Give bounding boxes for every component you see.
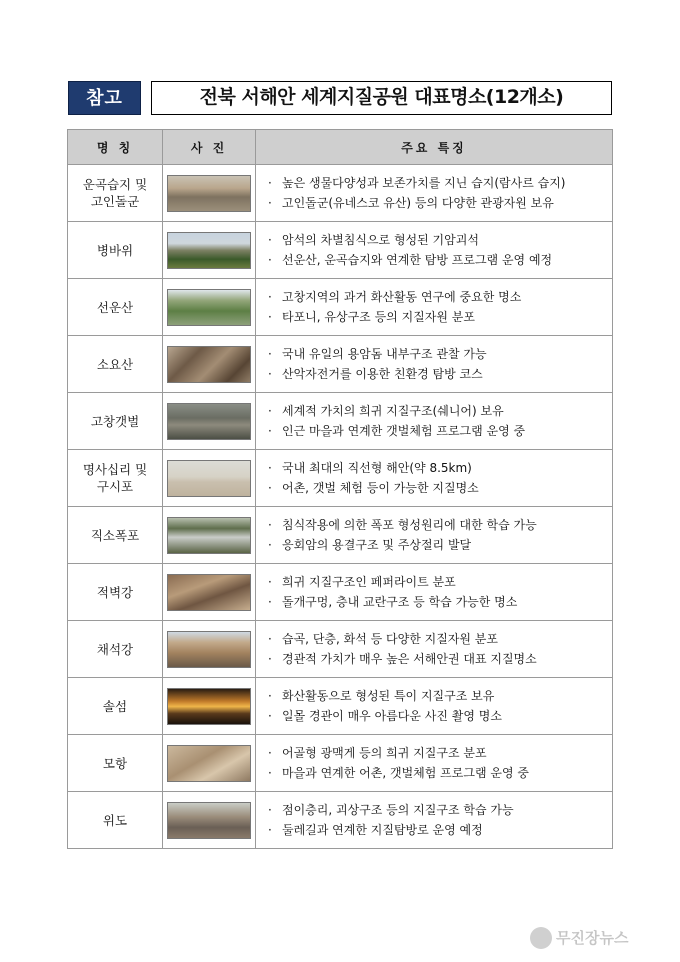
myeongsasimni-beach-photo <box>167 460 251 497</box>
feature-item <box>268 686 612 706</box>
bullet-icon: · <box>268 746 272 760</box>
site-photo-cell <box>163 336 256 393</box>
feature-item <box>268 421 612 441</box>
bullet-icon: · <box>268 424 272 438</box>
feature-item <box>268 173 612 193</box>
bullet-icon: · <box>268 404 272 418</box>
site-name <box>68 222 163 279</box>
feature-text: 둘레길과 연계한 지질탐방로 운영 예정 <box>282 823 483 837</box>
feature-text: 인근 마을과 연계한 갯벌체험 프로그램 운영 중 <box>282 424 526 438</box>
site-photo-cell <box>163 165 256 222</box>
site-name-line: 모항 <box>102 755 128 771</box>
feature-text: 돌개구멍, 층내 교란구조 등 학습 가능한 명소 <box>282 595 518 609</box>
feature-text: 마을과 연계한 어촌, 갯벌체험 프로그램 운영 중 <box>282 766 529 780</box>
site-name-line: 솔섬 <box>102 698 128 714</box>
bullet-icon: · <box>268 310 272 324</box>
site-features <box>256 735 613 792</box>
site-photo-cell <box>163 735 256 792</box>
site-name-line: 구시포 <box>96 479 134 494</box>
byeong-rock-photo <box>167 232 251 269</box>
watermark-logo-icon <box>530 927 552 949</box>
bullet-icon: · <box>268 196 272 210</box>
site-features <box>256 393 613 450</box>
site-name <box>68 393 163 450</box>
feature-text: 타포니, 유상구조 등의 지질자원 분포 <box>282 310 475 324</box>
feature-text: 선운산, 운곡습지와 연계한 탐방 프로그램 운영 예정 <box>282 253 553 267</box>
site-features <box>256 678 613 735</box>
feature-text: 국내 최대의 직선형 해안(약 8.5km) <box>282 461 472 475</box>
feature-item <box>268 230 612 250</box>
bullet-icon: · <box>268 290 272 304</box>
site-name <box>68 450 163 507</box>
site-features <box>256 165 613 222</box>
site-name-line: 적벽강 <box>96 584 134 600</box>
feature-item <box>268 193 612 213</box>
bullet-icon: · <box>268 689 272 703</box>
feature-text: 산악자전거를 이용한 친환경 탐방 코스 <box>282 367 483 381</box>
table-row <box>68 222 613 279</box>
feature-item <box>268 535 612 555</box>
solseom-sunset-photo <box>167 688 251 725</box>
watermark <box>530 924 675 952</box>
bullet-icon: · <box>268 233 272 247</box>
site-name-line: 위도 <box>102 812 128 828</box>
feature-item <box>268 706 612 726</box>
site-name <box>68 792 163 849</box>
bullet-icon: · <box>268 538 272 552</box>
site-features <box>256 450 613 507</box>
feature-text: 응회암의 용결구조 및 주상절리 발달 <box>282 538 472 552</box>
table-row <box>68 450 613 507</box>
site-name <box>68 336 163 393</box>
site-features <box>256 279 613 336</box>
feature-item <box>268 344 612 364</box>
site-photo-cell <box>163 792 256 849</box>
header <box>68 81 612 115</box>
feature-item <box>268 743 612 763</box>
site-name-line: 고창갯벌 <box>90 413 140 429</box>
bullet-icon: · <box>268 652 272 666</box>
feature-item <box>268 800 612 820</box>
site-name-line: 선운산 <box>96 299 134 315</box>
site-photo-cell <box>163 564 256 621</box>
site-photo-cell <box>163 621 256 678</box>
table-row <box>68 678 613 735</box>
site-name-line: 고인돌군 <box>90 194 140 209</box>
feature-item <box>268 649 612 669</box>
table-row <box>68 393 613 450</box>
bullet-icon: · <box>268 595 272 609</box>
site-features <box>256 792 613 849</box>
jeokbyeokgang-photo <box>167 574 251 611</box>
wido-photo <box>167 802 251 839</box>
feature-text: 희귀 지질구조인 페퍼라이트 분포 <box>282 575 456 589</box>
soyosan-photo <box>167 346 251 383</box>
bullet-icon: · <box>268 575 272 589</box>
site-photo-cell <box>163 222 256 279</box>
feature-text: 국내 유일의 용암돔 내부구조 관찰 가능 <box>282 347 487 361</box>
site-name <box>68 678 163 735</box>
table-row <box>68 564 613 621</box>
feature-item <box>268 572 612 592</box>
table-row <box>68 336 613 393</box>
site-features <box>256 507 613 564</box>
bullet-icon: · <box>268 481 272 495</box>
table-row <box>68 165 613 222</box>
feature-text: 습곡, 단층, 화석 등 다양한 지질자원 분포 <box>282 632 498 646</box>
feature-text: 어촌, 갯벌 체험 등이 가능한 지질명소 <box>282 481 479 495</box>
bullet-icon: · <box>268 823 272 837</box>
bullet-icon: · <box>268 347 272 361</box>
feature-text: 세계적 가치의 희귀 지질구조(쉐니어) 보유 <box>282 404 504 418</box>
table-row <box>68 279 613 336</box>
feature-item <box>268 250 612 270</box>
column-header-features: 주요 특징 <box>256 130 613 165</box>
feature-item <box>268 287 612 307</box>
site-photo-cell <box>163 450 256 507</box>
site-name-line: 채석강 <box>96 641 134 657</box>
jikso-waterfall-photo <box>167 517 251 554</box>
bullet-icon: · <box>268 632 272 646</box>
feature-item <box>268 364 612 384</box>
feature-text: 고인돌군(유네스코 유산) 등의 다양한 관광자원 보유 <box>282 196 554 210</box>
site-name-line: 소요산 <box>96 356 134 372</box>
feature-item <box>268 820 612 840</box>
site-name <box>68 507 163 564</box>
feature-item <box>268 307 612 327</box>
site-photo-cell <box>163 507 256 564</box>
table-row <box>68 735 613 792</box>
feature-text: 점이층리, 괴상구조 등의 지질구조 학습 가능 <box>282 803 514 817</box>
column-header-photo: 사 진 <box>163 130 256 165</box>
bullet-icon: · <box>268 176 272 190</box>
bullet-icon: · <box>268 518 272 532</box>
bullet-icon: · <box>268 461 272 475</box>
bullet-icon: · <box>268 367 272 381</box>
feature-text: 암석의 차별침식으로 형성된 기암괴석 <box>282 233 479 247</box>
feature-item <box>268 458 612 478</box>
column-header-name: 명 칭 <box>68 130 163 165</box>
table-header-row <box>68 130 613 165</box>
site-name <box>68 564 163 621</box>
feature-text: 경관적 가치가 매우 높은 서해안권 대표 지질명소 <box>282 652 537 666</box>
gochang-tidal-flat-photo <box>167 403 251 440</box>
feature-text: 고창지역의 과거 화산활동 연구에 중요한 명소 <box>282 290 522 304</box>
feature-text: 일몰 경관이 매우 아름다운 사진 촬영 명소 <box>282 709 502 723</box>
reference-tag: 참고 <box>68 81 141 115</box>
geopark-table <box>67 129 613 849</box>
site-features <box>256 564 613 621</box>
site-name <box>68 735 163 792</box>
site-name-line: 명사십리 및 <box>82 462 148 477</box>
feature-item <box>268 629 612 649</box>
feature-item <box>268 592 612 612</box>
site-features <box>256 222 613 279</box>
feature-text: 침식작용에 의한 폭포 형성원리에 대한 학습 가능 <box>282 518 537 532</box>
feature-item <box>268 515 612 535</box>
feature-text: 높은 생물다양성과 보존가치를 지닌 습지(람사르 습지) <box>282 176 566 190</box>
site-photo-cell <box>163 279 256 336</box>
site-name <box>68 165 163 222</box>
bullet-icon: · <box>268 709 272 723</box>
site-name-line: 직소폭포 <box>90 527 140 543</box>
bullet-icon: · <box>268 253 272 267</box>
site-photo-cell <box>163 678 256 735</box>
feature-text: 어골형 광맥게 등의 희귀 지질구조 분포 <box>282 746 487 760</box>
wetland-dolmen-photo <box>167 175 251 212</box>
table-row <box>68 792 613 849</box>
site-photo-cell <box>163 393 256 450</box>
bullet-icon: · <box>268 803 272 817</box>
chaeseokgang-photo <box>167 631 251 668</box>
mohang-photo <box>167 745 251 782</box>
site-features <box>256 336 613 393</box>
site-name-line: 병바위 <box>96 242 134 258</box>
table-row <box>68 621 613 678</box>
site-name-line: 운곡습지 및 <box>82 177 148 192</box>
table-row <box>68 507 613 564</box>
site-name <box>68 279 163 336</box>
seonunsan-photo <box>167 289 251 326</box>
feature-item <box>268 401 612 421</box>
feature-item <box>268 763 612 783</box>
feature-text: 화산활동으로 형성된 특이 지질구조 보유 <box>282 689 495 703</box>
bullet-icon: · <box>268 766 272 780</box>
feature-item <box>268 478 612 498</box>
page-title: 전북 서해안 세계지질공원 대표명소(12개소) <box>151 81 612 115</box>
site-features <box>256 621 613 678</box>
site-name <box>68 621 163 678</box>
watermark-text: 무진장뉴스 <box>556 929 629 947</box>
